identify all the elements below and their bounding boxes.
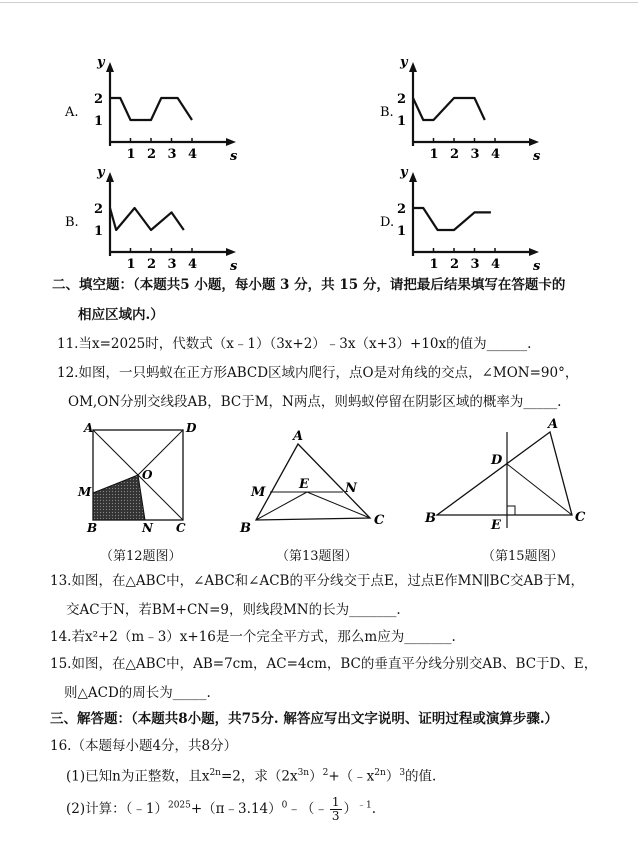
x-axis-label: s	[230, 149, 238, 164]
label-b-13: B	[240, 521, 251, 536]
label-e-13: E	[299, 477, 309, 492]
caption-fig12: （第12题图）	[100, 549, 182, 564]
x-arrow	[529, 248, 539, 256]
y-axis-label: y	[400, 55, 408, 70]
x-axis-label: s	[533, 149, 541, 164]
x-tick-label: 3	[167, 147, 177, 162]
y-tick-label: 1	[94, 114, 104, 129]
y-axis-label: y	[97, 165, 105, 180]
label-m: M	[78, 485, 92, 499]
x-arrow	[529, 138, 539, 146]
question-15-line1: 15.如图，在△ABC中，AB=7cm，AC=4cm，BC的垂直平分线分别交AB、BC于D、E，	[50, 656, 598, 672]
fraction-one-third: $\frac{1}{3}$	[331, 795, 340, 823]
y-arrow	[106, 62, 114, 72]
label-d: D	[186, 421, 197, 435]
y-arrow	[409, 172, 417, 182]
x-axis-label: s	[533, 259, 541, 274]
label-d-15: D	[491, 453, 503, 468]
answer-option-graphs	[0, 0, 638, 275]
y-axis-label: y	[97, 55, 105, 70]
label-b: B	[87, 521, 98, 535]
question-15-line2: 则△ACD的周长为_____.	[64, 685, 211, 701]
label-c-15: C	[575, 510, 586, 525]
x-tick-label: 2	[147, 147, 157, 162]
section3-heading: 三、解答题：（本题共8小题，共75分. 解答应写出文字说明、证明过程或演算步骤.）	[50, 711, 559, 727]
x-tick-label: 4	[188, 257, 198, 272]
label-e-15: E	[491, 518, 501, 533]
section2-heading-cont: 相应区域内.）	[78, 307, 164, 323]
question-12-line2: OM,ON分别交线段AB，BC于M，N两点，则蚂蚁停留在阴影区域的概率为_____.	[68, 394, 562, 410]
graph-line-B	[110, 208, 184, 230]
option-label-B: B.	[65, 215, 79, 230]
x-tick-label: 2	[147, 257, 157, 272]
y-arrow	[106, 172, 114, 182]
y-tick-label: 1	[397, 114, 407, 129]
caption-fig15: （第15题图）	[482, 549, 564, 564]
y-arrow	[409, 62, 417, 72]
x-tick-label: 2	[450, 257, 460, 272]
label-a: A	[84, 421, 94, 435]
x-axis-label: s	[230, 259, 238, 274]
y-tick-label: 1	[94, 224, 104, 239]
triangle-abc-15	[437, 432, 572, 515]
x-tick-label: 4	[491, 257, 501, 272]
x-tick-label: 2	[450, 147, 460, 162]
caption-fig13: （第13题图）	[276, 549, 358, 564]
question-16-1: (1)已知n为正整数，且$x^{2n}=2$，求$(2x^{3n})^2+(﹣x^{2n})^3$的值.	[66, 768, 437, 785]
x-tick-label: 3	[470, 147, 480, 162]
x-arrow	[226, 138, 236, 146]
x-tick-label: 1	[429, 147, 439, 162]
y-tick-label: 1	[397, 224, 407, 239]
label-o: O	[142, 468, 153, 482]
x-tick-label: 4	[188, 147, 198, 162]
label-n-13: N	[345, 481, 357, 496]
question-16-heading: 16.（本题每小题4分，共8分）	[50, 738, 238, 754]
label-b-15: B	[425, 511, 436, 526]
question-11: 11.当x=2025时，代数式（x﹣1）（3x+2）﹣3x（x+3）+10x的值为______.	[57, 336, 532, 352]
graph-line-A	[110, 98, 192, 120]
y-tick-label: 2	[397, 92, 407, 107]
x-tick-label: 1	[126, 257, 136, 272]
question-13-line2: 交AC于N，若BM+CN=9，则线段MN的长为_______.	[66, 602, 401, 618]
graph-line-D	[413, 208, 491, 230]
option-label-A: A.	[65, 105, 79, 120]
x-tick-label: 1	[126, 147, 136, 162]
label-m-13: M	[251, 485, 266, 500]
label-n: N	[142, 521, 153, 535]
question-12-line1: 12.如图，一只蚂蚁在正方形ABCD区域内爬行，点O是对角线的交点，∠MON=90°，	[57, 365, 579, 381]
option-label-B_top_right: B.	[380, 105, 394, 120]
shaded-region	[93, 475, 145, 520]
x-arrow	[226, 248, 236, 256]
x-tick-label: 1	[429, 257, 439, 272]
y-tick-label: 2	[397, 202, 407, 217]
question-16-2: (2)计算：（﹣1）$^{2025}$+（π﹣3.14）$^0$﹣（﹣ $\frac{1}{3}$ ）$^{﹣1}$.	[66, 795, 377, 823]
section2-heading: 二、填空题：（本题共5 小题，每小题 3 分，共 15 分，请把最后结果填写在答题卡的	[52, 277, 566, 293]
question-13-line1: 13.如图，在△ABC中，∠ABC和∠ACB的平分线交于点E，过点E作MN∥BC交AB于M，	[50, 573, 585, 589]
x-tick-label: 4	[491, 147, 501, 162]
option-label-D: D.	[380, 215, 395, 230]
x-tick-label: 3	[470, 257, 480, 272]
label-a-15: A	[548, 418, 559, 432]
label-a-13: A	[293, 429, 304, 444]
x-tick-label: 3	[167, 257, 177, 272]
y-tick-label: 2	[94, 202, 104, 217]
label-c-13: C	[374, 513, 385, 528]
y-axis-label: y	[400, 165, 408, 180]
y-tick-label: 2	[94, 92, 104, 107]
label-c: C	[176, 521, 186, 535]
question-14: 14.若x²+2（m﹣3）x+16是一个完全平方式，那么m应为_______.	[50, 629, 456, 645]
graph-line-B_top_right	[413, 98, 485, 120]
